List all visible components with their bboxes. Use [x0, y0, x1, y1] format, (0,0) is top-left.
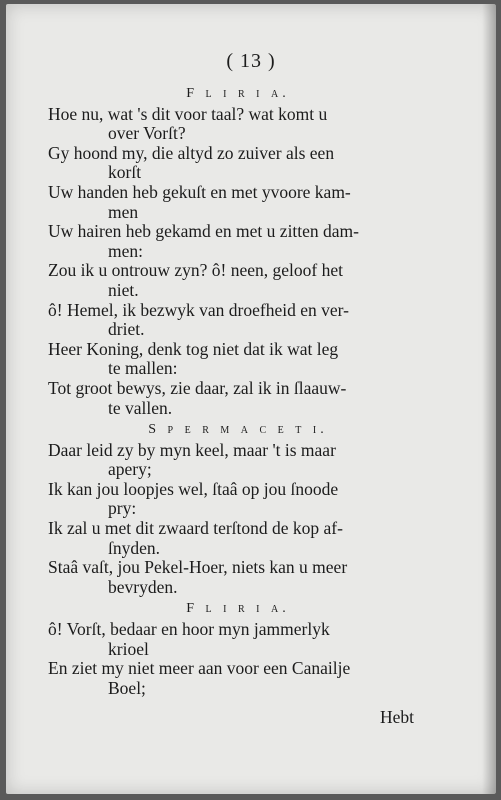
verse-line: Tot groot bewys, zie daar, zal ik in ſlaauw- [48, 377, 347, 398]
verse-line: Zou ik u ontrouw zyn? ô! neen, geloof het [48, 260, 343, 281]
verse-continuation: te vallen. [108, 397, 173, 418]
verse-line: Uw hairen heb gekamd en met u zitten dam- [48, 221, 360, 242]
verse-continuation: niet. [108, 279, 139, 300]
verse-line: Staâ vaſt, jou Pekel-Hoer, niets kan u meer [48, 557, 348, 578]
verse-line: ô! Hemel, ik bezwyk van droefheid en ver- [48, 299, 349, 320]
verse-line: Daar leid zy by myn keel, maar 't is maar [48, 439, 336, 460]
verse-line: Gy hoond my, die altyd zo zuiver als een [48, 142, 335, 163]
verse-line: Ik kan jou loopjes wel, ſtaâ op jou ſnoode [48, 478, 339, 499]
verse-continuation: Boel; [108, 677, 146, 698]
verse-continuation: ſnyden. [108, 537, 161, 558]
verse-continuation: men [108, 201, 139, 222]
verse-text [48, 82, 428, 698]
catchword: Hebt [379, 707, 414, 727]
verse-continuation: pry: [108, 498, 137, 519]
verse-line: ô! Vorſt, bedaar en hoor myn jammerlyk [48, 619, 330, 640]
speaker-heading: F l i r i a. [186, 86, 290, 101]
book-page [6, 4, 496, 794]
verse-line: Uw handen heb gekuſt en met yvoore kam- [48, 181, 351, 202]
verse-continuation: te mallen: [108, 358, 178, 379]
verse-continuation: apery; [108, 459, 152, 480]
page-number: ( 13 ) [226, 50, 276, 72]
verse-continuation: krioel [108, 638, 149, 659]
verse-continuation: korſt [108, 162, 142, 183]
verse-continuation: bevryden. [108, 576, 178, 597]
verse-line: Heer Koning, denk tog niet dat ik wat leg [48, 338, 339, 359]
verse-continuation: over Vorſt? [108, 123, 186, 144]
verse-continuation: driet. [108, 319, 145, 340]
verse-line: Hoe nu, wat 's dit voor taal? wat komt u [48, 103, 328, 124]
speaker-heading: F l i r i a. [186, 601, 290, 617]
speaker-heading: S p e r m a c e t i. [148, 422, 328, 438]
verse-continuation: men: [108, 240, 143, 261]
verse-line: En ziet my niet meer aan voor een Canailje [48, 658, 351, 679]
verse-line: Ik zal u met dit zwaard terſtond de kop af- [48, 518, 343, 539]
